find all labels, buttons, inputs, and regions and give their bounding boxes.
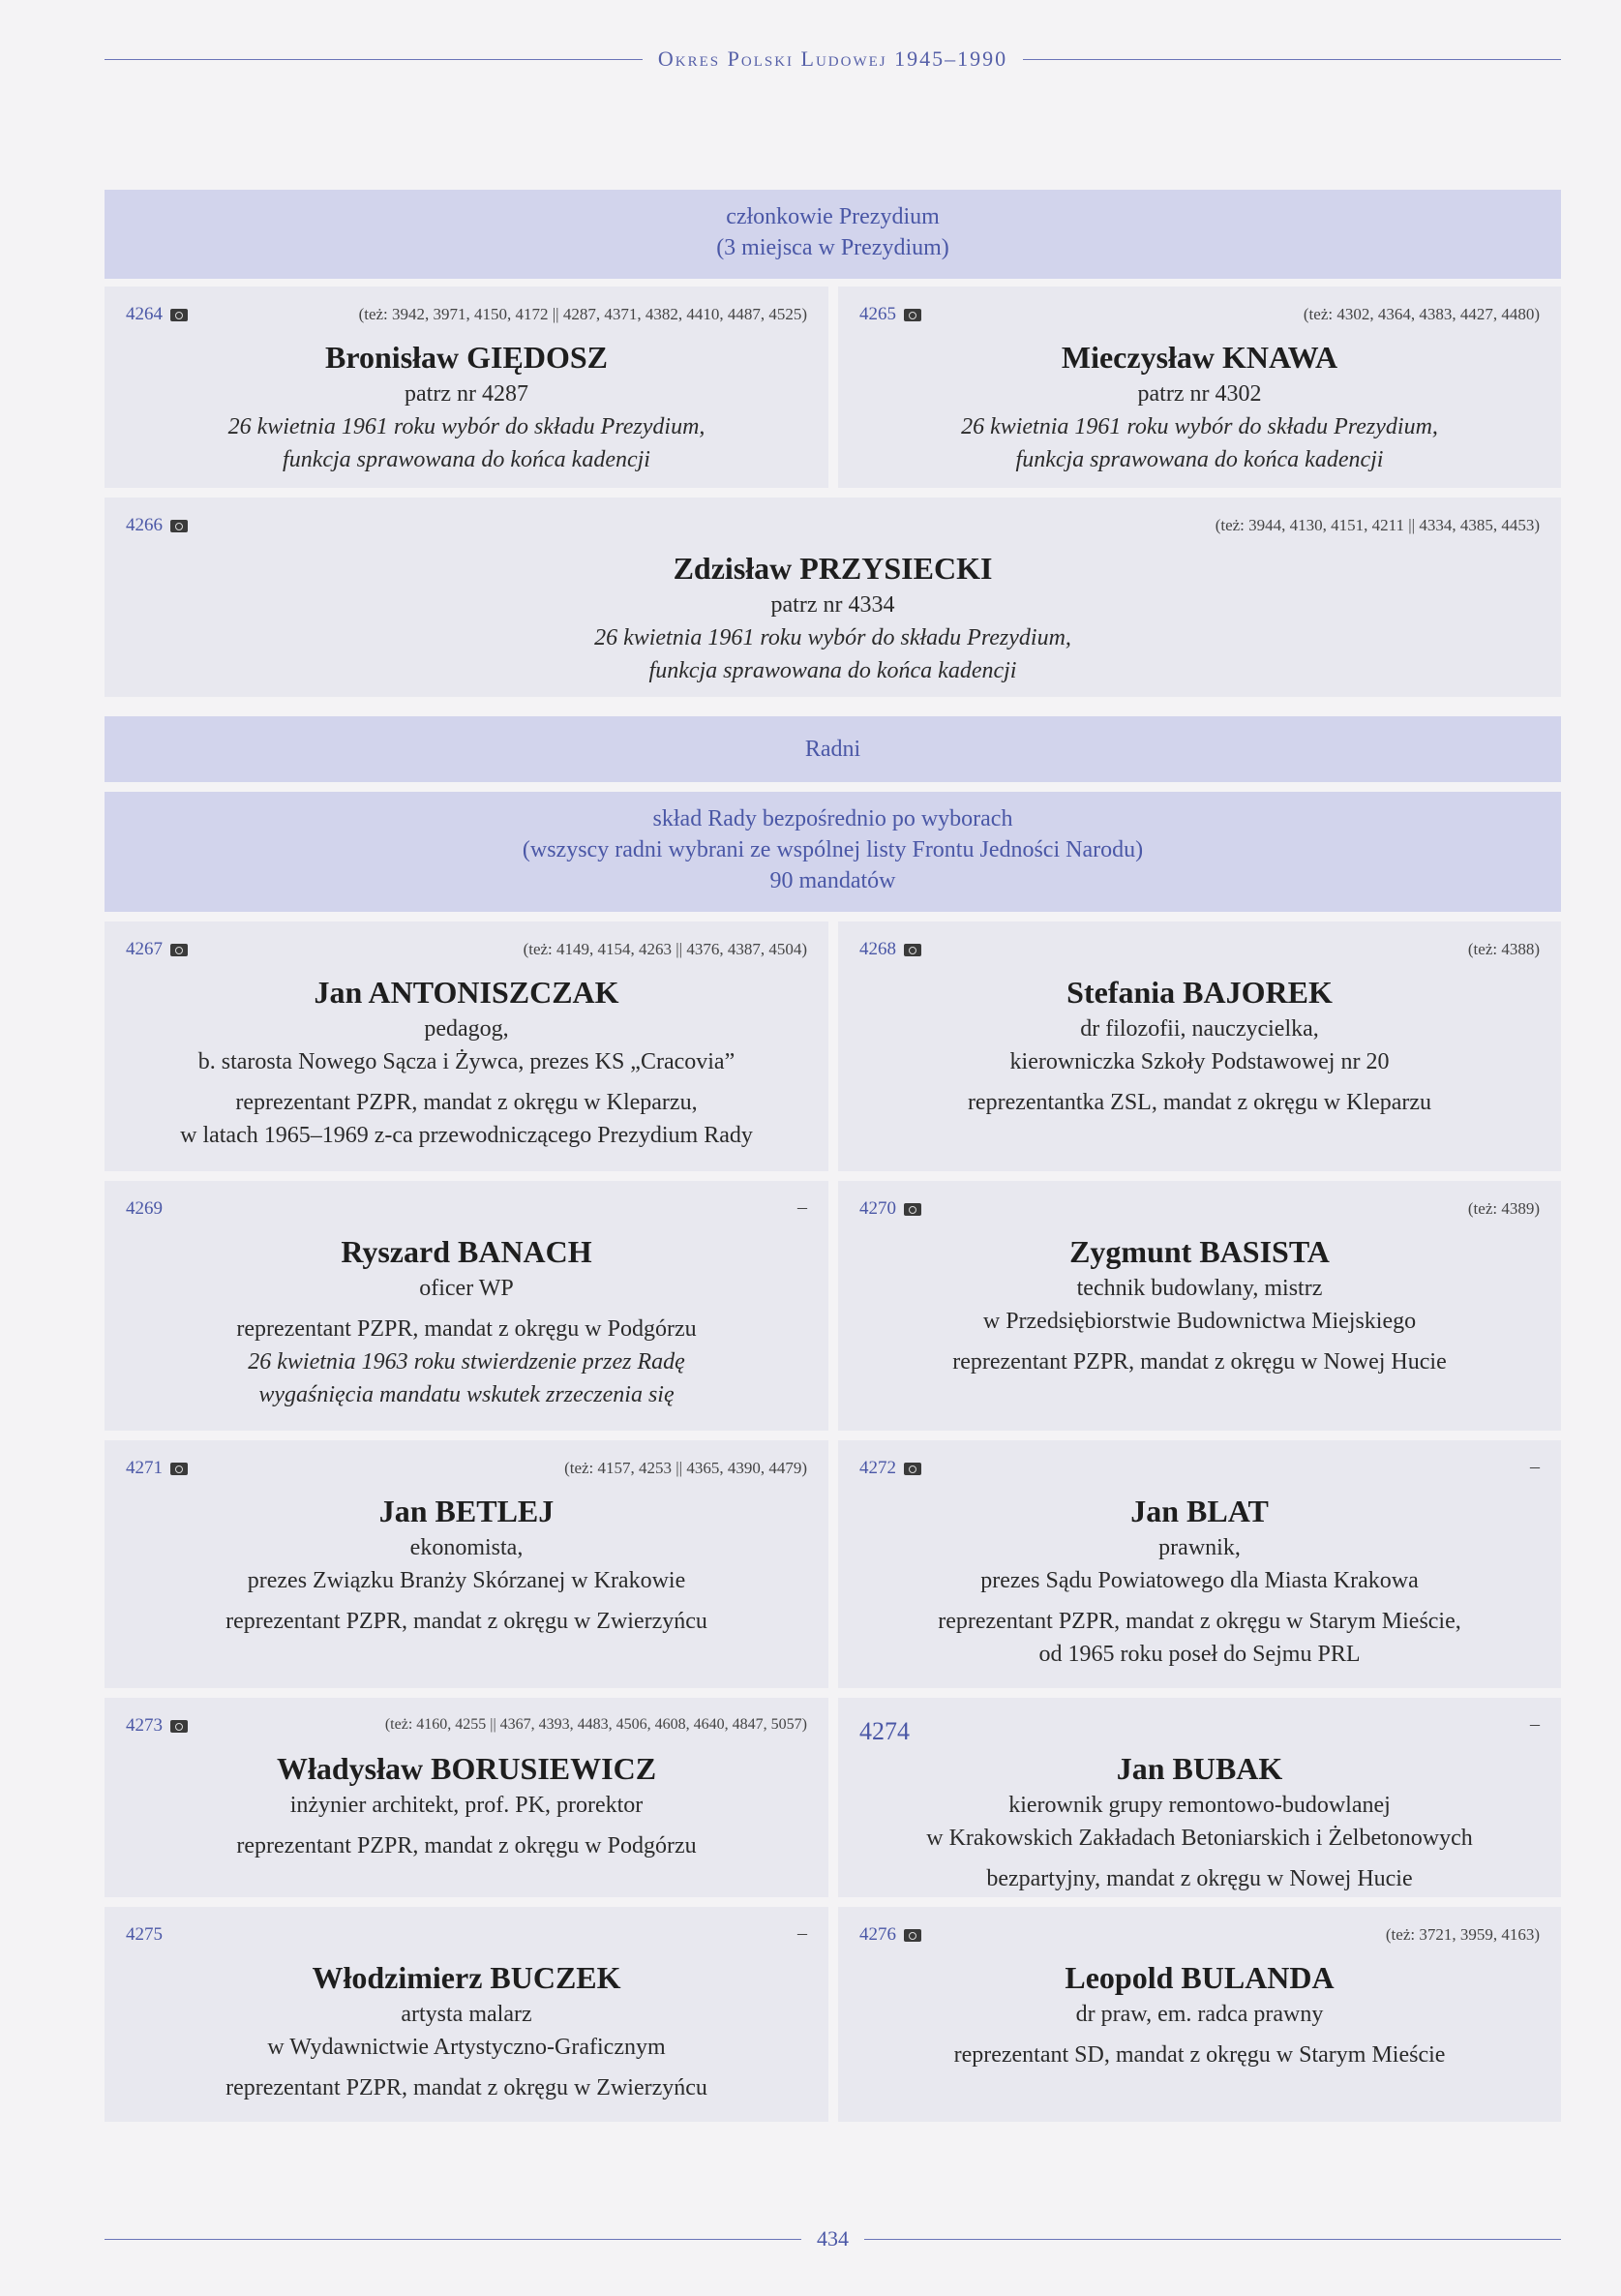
entry-refs: (też: 4389) [1467, 1199, 1540, 1218]
entry-line: pedagog, [424, 1016, 509, 1042]
entry-line: prawnik, [1158, 1535, 1241, 1560]
rule-right [1023, 59, 1561, 60]
entry-4272 [838, 1440, 1561, 1688]
entry-refs: (też: 4149, 4154, 4263 || 4376, 4387, 4504) [523, 940, 807, 958]
entry-mandate: bezpartyjny, mandat z okręgu w Nowej Hucie [986, 1866, 1413, 1891]
band-title: skład Rady bezpośrednio po wyborach [652, 806, 1013, 831]
entry-number: 4269 [126, 1198, 163, 1219]
entry-name: Włodzimierz BUCZEK [312, 1960, 621, 1995]
entry-note: wygaśnięcia mandatu wskutek zrzeczenia się [258, 1382, 675, 1407]
entry-line: inżynier architekt, prof. PK, prorektor [289, 1793, 644, 1818]
entry-number: 4266 [126, 515, 188, 536]
entry-number: 4272 [859, 1458, 921, 1479]
entry-refs: (też: 4157, 4253 || 4365, 4390, 4479) [564, 1459, 807, 1477]
camera-icon [170, 520, 188, 532]
entry-line: prezes Związku Branży Skórzanej w Krakowie [247, 1568, 686, 1593]
entry-refs: (też: 3721, 3959, 4163) [1385, 1925, 1540, 1944]
entry-name: Mieczysław KNAWA [1061, 340, 1338, 375]
entry-refs: (też: 3944, 4130, 4151, 4211 || 4334, 4385, 4453) [1215, 516, 1540, 534]
entry-name: Jan BLAT [1130, 1494, 1269, 1528]
entry-number: 4273 [126, 1715, 188, 1737]
entry-refs: (też: 3942, 3971, 4150, 4172 || 4287, 4371, 4382, 4410, 4487, 4525) [358, 305, 807, 323]
entry-4264 [105, 287, 828, 488]
entry-note: 26 kwietnia 1961 roku wybór do składu Prezydium, [227, 414, 705, 439]
entry-line: patrz nr 4334 [770, 592, 895, 618]
entry-line: patrz nr 4287 [405, 381, 528, 407]
running-head [105, 46, 1561, 72]
entry-no-refs: – [1530, 1713, 1540, 1735]
camera-icon [170, 1720, 188, 1733]
entry-mandate: reprezentant PZPR, mandat z okręgu w Podgórzu [236, 1316, 697, 1342]
entry-line: w Przedsiębiorstwie Budownictwa Miejskiego [982, 1309, 1417, 1334]
entry-mandate: reprezentant PZPR, mandat z okręgu w Nowej Hucie [952, 1349, 1447, 1375]
entry-line: dr filozofii, nauczycielka, [1080, 1016, 1319, 1042]
entry-note: 26 kwietnia 1961 roku wybór do składu Prezydium, [961, 414, 1438, 439]
entry-number: 4271 [126, 1458, 188, 1479]
camera-icon [170, 944, 188, 956]
entry-number: 4276 [859, 1924, 921, 1946]
entry-name: Zdzisław PRZYSIECKI [673, 551, 993, 586]
entry-refs: (też: 4160, 4255 || 4367, 4393, 4483, 4506, 4608, 4640, 4847, 5057) [384, 1716, 807, 1733]
camera-icon [170, 309, 188, 321]
entry-number: 4268 [859, 939, 921, 960]
entry-number: 4274 [859, 1717, 910, 1745]
entry-4266 [105, 498, 1561, 697]
entry-mandate: reprezentant PZPR, mandat z okręgu w Podgórzu [236, 1833, 697, 1858]
entry-mandate: od 1965 roku poseł do Sejmu PRL [1038, 1642, 1361, 1667]
entry-number: 4270 [859, 1198, 921, 1220]
entry-name: Jan BUBAK [1116, 1751, 1283, 1786]
rule-right [864, 2239, 1561, 2240]
entry-name: Zygmunt BASISTA [1069, 1234, 1330, 1269]
entry-refs: (też: 4302, 4364, 4383, 4427, 4480) [1303, 305, 1540, 323]
camera-icon [904, 309, 921, 321]
entry-name: Jan ANTONISZCZAK [314, 975, 619, 1010]
entry-note: funkcja sprawowana do końca kadencji [283, 447, 650, 472]
camera-icon [904, 1929, 921, 1942]
camera-icon [904, 1463, 921, 1475]
entry-name: Jan BETLEJ [378, 1494, 555, 1528]
entry-line: prezes Sądu Powiatowego dla Miasta Krakowa [980, 1568, 1419, 1593]
entry-number: 4264 [126, 304, 188, 325]
entry-line: technik budowlany, mistrz [1076, 1276, 1323, 1301]
entry-mandate: reprezentant PZPR, mandat z okręgu w Zwierzyńcu [225, 1609, 707, 1634]
entry-line: w Krakowskich Zakładach Betoniarskich i Żelbetonowych [926, 1826, 1473, 1851]
radni-band [105, 716, 1561, 782]
entry-refs: (też: 4388) [1467, 940, 1540, 958]
entry-line: oficer WP [419, 1276, 514, 1301]
camera-icon [904, 1203, 921, 1216]
band-subtitle: (wszyscy radni wybrani ze wspólnej listy Frontu Jedności Narodu) [522, 837, 1144, 862]
band-title: Radni [804, 737, 861, 762]
entry-number: 4267 [126, 939, 188, 960]
camera-icon [170, 1463, 188, 1475]
entry-mandate: reprezentant SD, mandat z okręgu w Starym Mieście [953, 2042, 1446, 2068]
entry-4275 [105, 1907, 828, 2122]
entry-4271 [105, 1440, 828, 1688]
band-count: 90 mandatów [769, 868, 896, 893]
entry-4270 [838, 1181, 1561, 1431]
band-title: członkowie Prezydium [726, 204, 940, 229]
entry-line: kierowniczka Szkoły Podstawowej nr 20 [1009, 1049, 1390, 1074]
entry-mandate: reprezentant PZPR, mandat z okręgu w Zwierzyńcu [225, 2075, 707, 2100]
entry-4267 [105, 921, 828, 1171]
sklad-band [105, 792, 1561, 912]
entry-mandate: w latach 1965–1969 z-ca przewodniczącego Prezydium Rady [180, 1123, 753, 1148]
presidium-band [105, 190, 1561, 279]
entry-number: 4265 [859, 304, 921, 325]
entry-line: dr praw, em. radca prawny [1075, 2002, 1324, 2027]
entry-4268 [838, 921, 1561, 1171]
entry-line: b. starosta Nowego Sącza i Żywca, prezes KS „Cracovia” [197, 1049, 735, 1074]
entry-line: artysta malarz [401, 2002, 532, 2027]
entry-number: 4275 [126, 1924, 163, 1945]
entry-name: Leopold BULANDA [1065, 1960, 1335, 1995]
entry-no-refs: – [1530, 1456, 1540, 1477]
entry-line: kierownik grupy remontowo-budowlanej [1008, 1793, 1391, 1818]
rule-left [105, 59, 643, 60]
band-subtitle: (3 miejsca w Prezydium) [716, 235, 949, 260]
entry-4269 [105, 1181, 828, 1431]
entry-line: ekonomista, [409, 1535, 524, 1560]
entry-mandate: reprezentant PZPR, mandat z okręgu w Starym Mieście, [938, 1609, 1461, 1634]
camera-icon [904, 944, 921, 956]
entry-note: funkcja sprawowana do końca kadencji [648, 658, 1017, 683]
rule-left [105, 2239, 801, 2240]
entry-line: patrz nr 4302 [1137, 381, 1262, 407]
page-footer [105, 2226, 1561, 2251]
entry-name: Ryszard BANACH [341, 1234, 592, 1269]
entry-note: 26 kwietnia 1961 roku wybór do składu Prezydium, [594, 625, 1071, 650]
running-head-text: Okres Polski Ludowej 1945–1990 [657, 46, 1008, 71]
entry-4265 [838, 287, 1561, 488]
entry-name: Stefania BAJOREK [1066, 975, 1333, 1010]
entry-line: w Wydawnictwie Artystyczno-Graficznym [267, 2035, 666, 2060]
entry-no-refs: – [797, 1196, 807, 1218]
entry-no-refs: – [797, 1922, 807, 1944]
entry-mandate: reprezentant PZPR, mandat z okręgu w Kleparzu, [235, 1090, 698, 1115]
entry-mandate: reprezentantka ZSL, mandat z okręgu w Kleparzu [967, 1090, 1432, 1115]
entry-name: Bronisław GIĘDOSZ [325, 340, 608, 375]
entry-4273 [105, 1698, 828, 1897]
entry-4274 [838, 1698, 1561, 1897]
entry-4276 [838, 1907, 1561, 2122]
page-number: 434 [817, 2226, 849, 2251]
entry-name: Władysław BORUSIEWICZ [276, 1751, 657, 1786]
entry-note: 26 kwietnia 1963 roku stwierdzenie przez Radę [248, 1349, 685, 1375]
entry-note: funkcja sprawowana do końca kadencji [1015, 447, 1384, 472]
